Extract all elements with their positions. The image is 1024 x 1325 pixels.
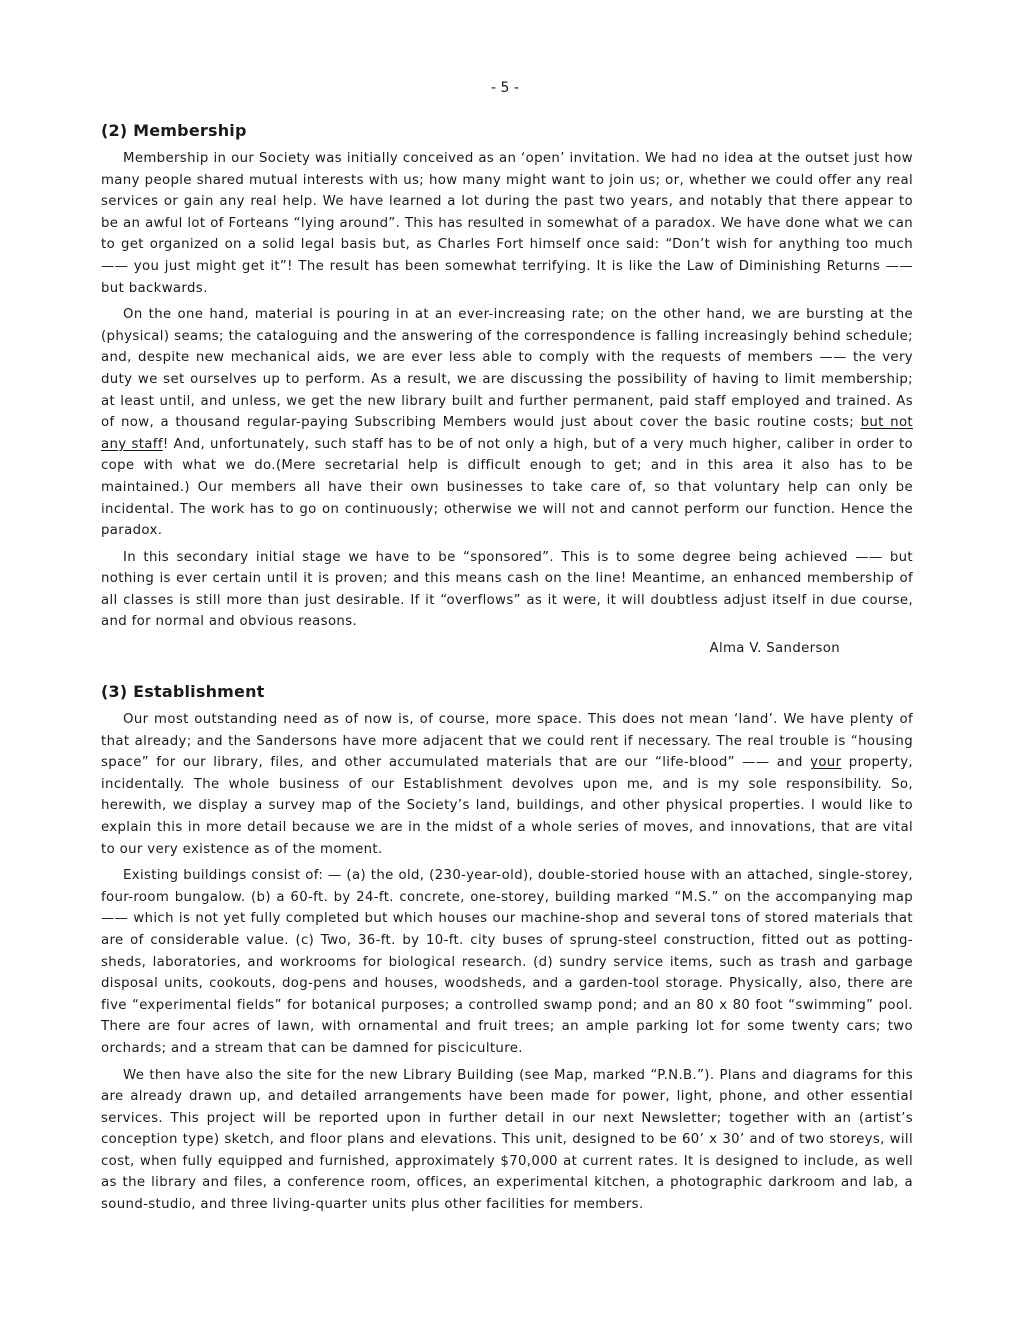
establishment-heading: (3) Establishment: [101, 682, 265, 701]
establishment-paragraph-3: We then have also the site for the new Library Building (see Map, marked “P.N.B.”). Plans and diagrams for this are already drawn up, and detailed arrangements have been made for power, light, phone, and other essential services. This project will be reported upon in further detail in our next Newsletter; together with an (artist’s conception type) sketch, and floor plans and elevations. This unit, designed to be 60’ x 30’ and of two storeys, will cost, when fully equipped and furnished, approximately $70,000 at current rates. It is designed to include, as well as the library and files, a conference room, offices, an experimental kitchen, a photographic darkroom and lab, a sound-studio, and three living-quarter units plus other facilities for members.: [101, 1067, 913, 1213]
membership-paragraph-1: Membership in our Society was initially conceived as an ‘open’ invitation. We had no idea at the outset just how many people shared mutual interests with us; how many might want to join us; or, whether we could offer any real services or gain any real help. We have learned a lot during the past two years, and notably that there appear to be an awful lot of Forteans “lying around”. This has resulted in somewhat of a paradox. We have done what we can to get organized on a solid legal basis but, as Charles Fort himself once said: “Don’t wish for anything too much —— you just might get it”! The result has been somewhat terrifying. It is like the Law of Diminishing Returns —— but backwards.: [101, 151, 913, 296]
establishment-paragraph-1-text-b: property, incidentally. The whole business of our Establishment devolves upon me, and is my sole responsibility. So, herewith, we display a survey map of the Society’s land, buildings, and other physical properties. I would like to explain this in more detail because we are in the midst of a whole series of moves, and innovations, that are vital to our very existence as of the moment.: [101, 755, 913, 857]
membership-paragraph-3: In this secondary initial stage we have to be “sponsored”. This is to some degree being achieved —— but nothing is ever certain until it is proven; and this means cash on the line! Meantime, an enhanced membership of all classes is still more than just desirable. If it “overflows” as it were, it will doubtless adjust itself in due course, and for normal and obvious reasons.: [101, 549, 913, 630]
membership-paragraph-2-text-b: ! And, unfortunately, such staff has to be of not only a high, but of a very much higher, caliber in order to cope with what we do.(Mere secretarial help is difficult enough to get; and in this area it also has to be maintained.) Our members all have their own businesses to take care of, so that voluntary help can only be incidental. The work has to go on continuously; otherwise we will not and cannot perform our function. Hence the paradox.: [101, 436, 913, 539]
membership-section: [101, 121, 913, 660]
membership-underlined-text: but not any staff: [101, 415, 913, 452]
author-signature: Alma V. Sanderson: [709, 641, 840, 657]
establishment-section: [101, 682, 913, 1221]
establishment-underlined-text: your: [810, 755, 842, 771]
membership-heading: (2) Membership: [101, 121, 247, 140]
membership-paragraph-2: [101, 304, 913, 542]
membership-paragraph-2-text-a: On the one hand, material is pouring in at an ever-increasing rate; on the other hand, we are bursting at the (physical) seams; the cataloguing and the answering of the correspondence is falling increasingly behind schedule; and, despite new mechanical aids, we are ever less able to comply with the requests of members —— the very duty we set ourselves up to perform. As a result, we are discussing the possibility of having to limit membership; at least until, and unless, we get the new library built and further permanent, paid staff employed and trained. As of now, a thousand regular-paying Subscribing Members would just about cover the basic routine costs;: [101, 307, 913, 431]
establishment-paragraph-2: Existing buildings consist of: — (a) the old, (230-year-old), double-storied house with an attached, single-storey, four-room bungalow. (b) a 60-ft. by 24-ft. concrete, one-storey, building marked “M.S.” on the accompanying map —— which is not yet fully completed but which houses our machine-shop and several tons of stored materials that are of considerable value. (c) Two, 36-ft. by 10-ft. city buses of sprung-steel construction, fitted out as potting-sheds, laboratories, and workrooms for biological research. (d) sundry service items, such as trash and garbage disposal units, cookouts, dog-pens and houses, woodsheds, and a garden-tool storage. Physically, also, there are five “experimental fields” for botanical purposes; a controlled swamp pond; and an 80 x 80 foot “swimming” pool. There are four acres of lawn, with ornamental and fruit trees; an ample parking lot for some twenty cars; two orchards; and a stream that can be damned for pisciculture.: [101, 868, 913, 1056]
establishment-paragraph-1-text-a: Our most outstanding need as of now is, of course, more space. This does not mean ‘land’. We have plenty of that already; and the Sandersons have more adjacent that we could rent if necessary. The real trouble is “housing space” for our library, files, and other accumulated materials that are our “life-blood” —— and: [101, 712, 913, 771]
establishment-paragraph-1: [101, 709, 913, 860]
page-number: - 5 -: [491, 80, 519, 96]
